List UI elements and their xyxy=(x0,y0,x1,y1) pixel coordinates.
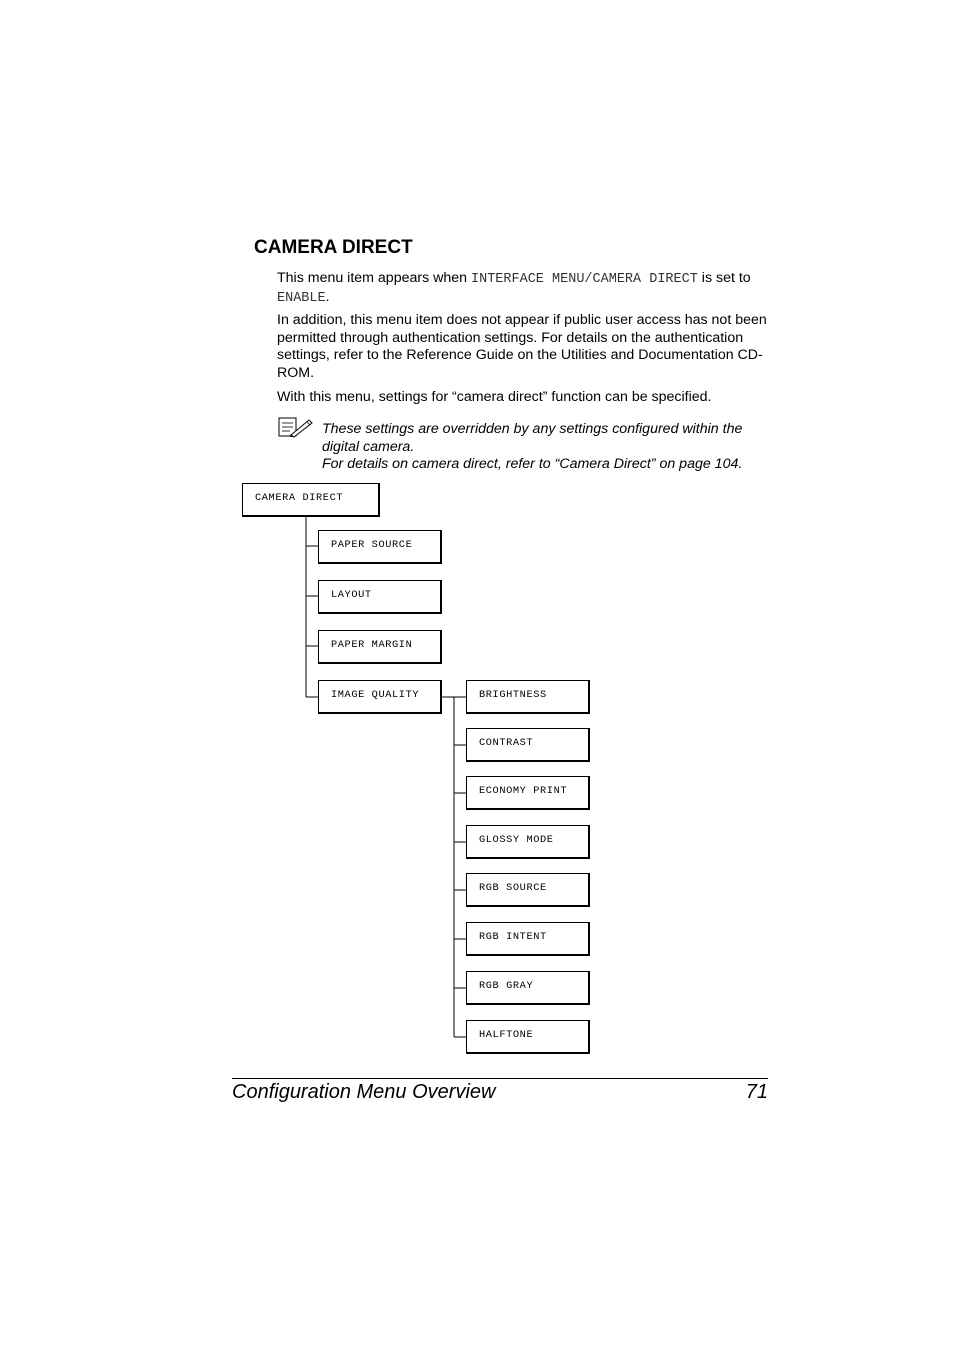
authentication-paragraph: In addition, this menu item does not appear if public user access has not been permitted through authentication settings. For details on the authentication settings, refer to the Reference Guide on the Utilities and Documentation CD-ROM. xyxy=(277,312,767,382)
menu-item-rgb-source xyxy=(466,873,590,907)
menu-item-label: ECONOMY PRINT xyxy=(479,785,568,797)
section-title: CAMERA DIRECT xyxy=(254,237,413,258)
menu-item-layout xyxy=(318,580,442,614)
menu-root-camera-direct xyxy=(242,483,380,517)
menu-item-image-quality xyxy=(318,680,442,714)
function-paragraph: With this menu, settings for “camera direct” function can be specified. xyxy=(277,389,712,405)
menu-item-label: IMAGE QUALITY xyxy=(331,689,420,701)
menu-item-paper-margin xyxy=(318,630,442,664)
menu-item-paper-source xyxy=(318,530,442,564)
note-line-2: For details on camera direct, refer to “Camera Direct” on page 104. xyxy=(322,456,743,473)
menu-item-brightness xyxy=(466,680,590,714)
menu-item-rgb-intent xyxy=(466,922,590,956)
menu-item-halftone xyxy=(466,1020,590,1054)
menu-item-label: BRIGHTNESS xyxy=(479,689,547,701)
enable-code: ENABLE xyxy=(277,290,326,306)
menu-item-label: RGB SOURCE xyxy=(479,882,547,894)
menu-item-label: HALFTONE xyxy=(479,1029,534,1041)
footer-title: Configuration Menu Overview xyxy=(232,1081,496,1103)
menu-item-label: LAYOUT xyxy=(331,589,372,601)
menu-item-label: CONTRAST xyxy=(479,737,534,749)
intro-suffix: . xyxy=(325,288,330,305)
menu-item-label: PAPER MARGIN xyxy=(331,639,413,651)
menu-item-label: RGB INTENT xyxy=(479,931,547,943)
menu-item-rgb-gray xyxy=(466,971,590,1005)
note-line-1: These settings are overridden by any settings configured within the digital camera. xyxy=(322,421,743,455)
menu-root-label: CAMERA DIRECT xyxy=(255,492,344,504)
menu-item-label: RGB GRAY xyxy=(479,980,534,992)
menu-item-label: PAPER SOURCE xyxy=(331,539,413,551)
interface-menu-code: INTERFACE MENU/CAMERA DIRECT xyxy=(471,272,698,287)
footer-divider xyxy=(232,1078,768,1079)
intro-mid: is set to xyxy=(697,270,751,286)
menu-item-label: GLOSSY MODE xyxy=(479,834,554,846)
menu-item-economy-print xyxy=(466,776,590,810)
intro-prefix: This menu item appears when xyxy=(277,270,471,286)
menu-item-glossy-mode xyxy=(466,825,590,859)
page-number: 71 xyxy=(745,1081,768,1103)
menu-item-contrast xyxy=(466,728,590,762)
